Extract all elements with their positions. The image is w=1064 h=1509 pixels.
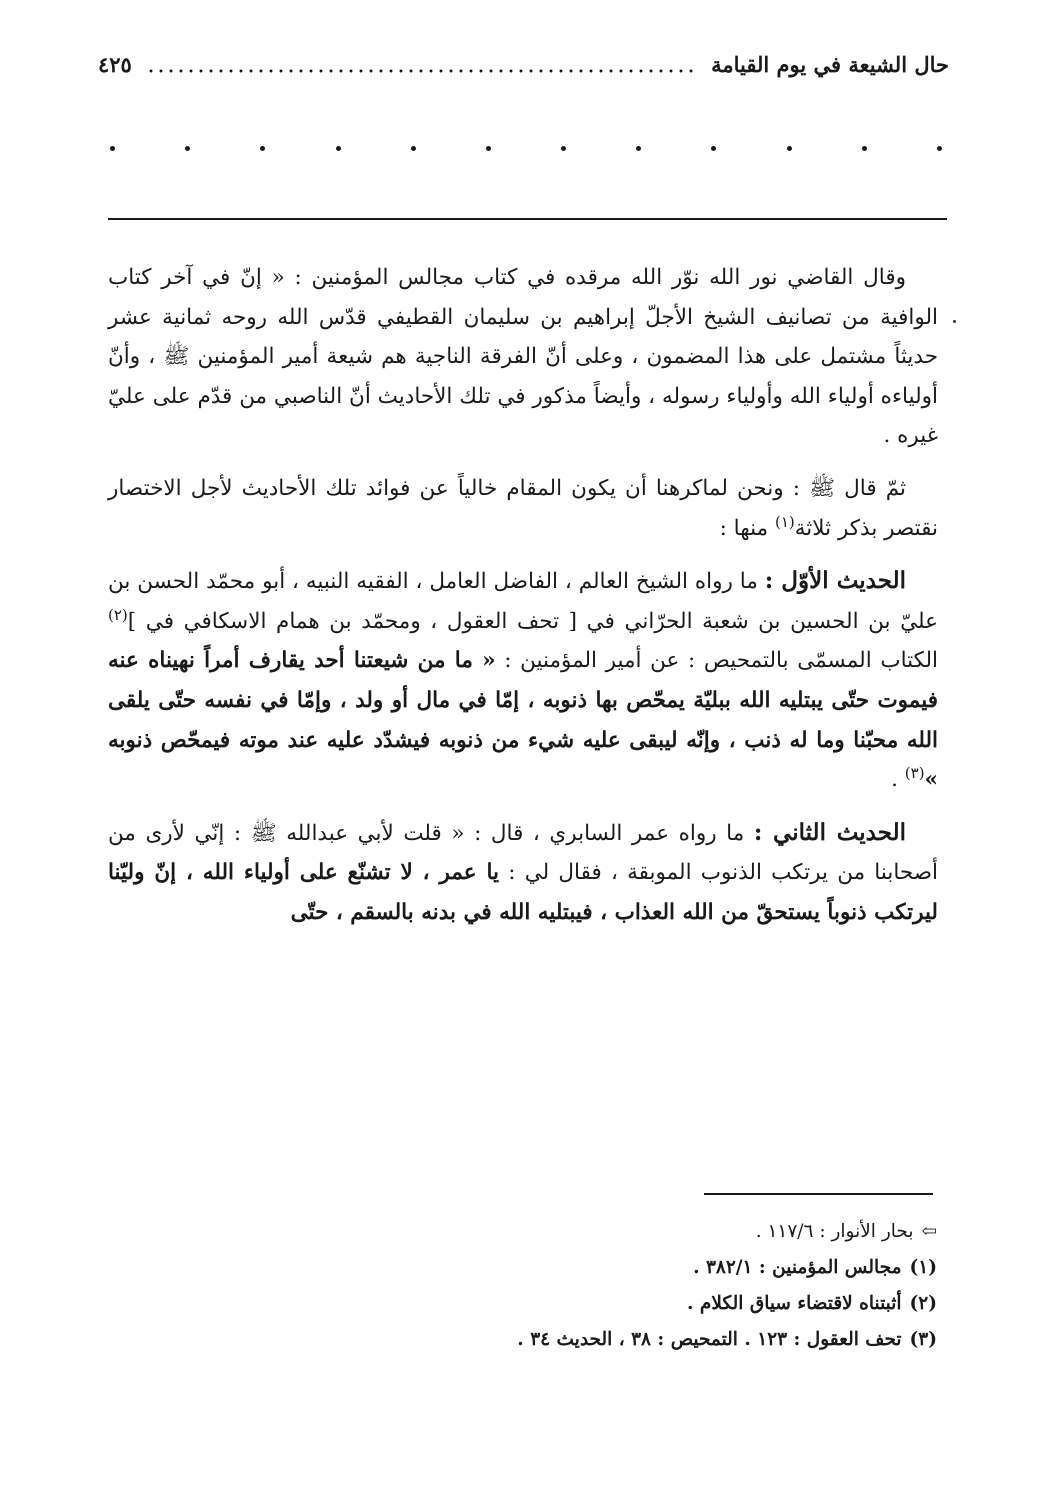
hadith-second-chain: ما رواه عمر السابري ، قال : « قلت لأبي عبدالله ﷺ : إنّي لأرى من أصحابنا من يرتكب الذنوب الموبقة ، فقال لي :: [108, 820, 938, 886]
footnote-3: [237, 1322, 937, 1358]
ornament-dot: [711, 146, 716, 151]
hadith-first: [108, 561, 938, 800]
paragraph-preface: [108, 469, 938, 548]
footnote-text: مجالس المؤمنين : ٣٨٢/١ .: [693, 1257, 902, 1278]
leader-dots: [146, 69, 697, 73]
footnote-number: (٣): [909, 1329, 937, 1350]
paragraph-preface-end: منها :: [719, 515, 775, 541]
main-text: [108, 258, 938, 946]
hadith-second: [108, 813, 938, 933]
ornamental-dot-row: [110, 146, 942, 151]
margin-mark: [953, 320, 956, 323]
ornament-dot: [260, 146, 265, 151]
footnote-text: تحف العقول : ١٢٣ . التمحيص : ٣٨ ، الحديث ٣٤ .: [517, 1329, 902, 1350]
footnote-1: [237, 1250, 937, 1286]
ornament-dot: [185, 146, 190, 151]
footnote-text: أثبتناه لاقتضاء سياق الكلام .: [687, 1293, 902, 1314]
paragraph-intro: [108, 258, 938, 456]
footnote-continuation: [237, 1214, 937, 1250]
hadith-first-quote: « ما من شيعتنا أحد يقارف أمراً نهيناه عنه فيموت حتّى يبتليه الله ببليّة يمحّص بها ذنوبه ، إمّا في مال أو ولد ، وإمّا في نفسه حتّى يلقى الله محبّنا وما له ذنب ، وإنّه ليبقى عليه شيء من ذنوبه فيشدّد عليه عند موته فيمحّص ذنوبه »: [108, 648, 938, 793]
footnote-2: [237, 1286, 937, 1322]
hadith-second-quote: يا عمر ، لا تشنّع على أولياء الله ، إنّ وليّنا ليرتكب ذنوباً يستحقّ من الله العذاب ، فيبتليه الله في بدنه بالسقم ، حتّى: [108, 860, 938, 925]
hadith-first-chain: ما رواه الشيخ العالم ، الفاضل العامل ، الفقيه النبيه ، أبو محمّد الحسن بن عليّ بن الحسين بن شعبة الحرّاني في [ تحف العقول ، ومحمّد بن همام الاسكافي في ]: [108, 569, 938, 634]
running-header-title: حال الشيعة في يوم القيامة: [711, 51, 949, 77]
footnote-number: (٢): [909, 1293, 937, 1314]
paragraph-intro-text: وقال القاضي نور الله نوّر الله مرقده في كتاب مجالس المؤمنين : « إنّ في آخر كتاب الوافية من تصانيف الشيخ الأجلّ إبراهيم بن سليمان القطيفي قدّس الله روحه ثمانية عشر حديثاً مشتمل على هذا المضمون ، وعلى أنّ الفرقة الناجية هم شيعة أمير المؤمنين ﷺ ، وأنّ أولياءه أولياء الله وأولياء رسوله ، وأيضاً مذكور في تلك الأحاديث أنّ الناصبي من قدّم على عليّ غيره .: [108, 265, 938, 449]
paragraph-preface-text: ثمّ قال ﷺ : ونحن لماكرهنا أن يكون المقام خالياً عن فوائد تلك الأحاديث لأجل الاختصار نقتصر بذكر ثلاثة: [108, 475, 938, 541]
header-rule: [108, 218, 947, 220]
footnote-text: بحار الأنوار : ١١٧/٦ .: [755, 1221, 914, 1242]
ornament-dot: [486, 146, 491, 151]
hadith-first-source: الكتاب المسمّى بالتمحيص : عن أمير المؤمنين :: [495, 648, 939, 674]
ornament-dot: [636, 146, 641, 151]
hadith-first-end: .: [891, 767, 905, 793]
ornament-dot: [862, 146, 867, 151]
footnote-rule: [704, 1193, 933, 1195]
ornament-dot: [937, 146, 942, 151]
ornament-dot: [787, 146, 792, 151]
hadith-first-title: الحديث الأوّل :: [764, 567, 906, 595]
ornament-dot: [561, 146, 566, 151]
page-number: ٤٢٥: [98, 51, 132, 77]
footnote-number: (١): [909, 1257, 937, 1278]
ornament-dot: [336, 146, 341, 151]
footnote-ref-1: (١): [775, 512, 795, 531]
footnotes: [237, 1214, 937, 1358]
running-header: [98, 44, 949, 84]
footnote-ref-3: (٣): [904, 763, 925, 782]
footnote-arrow-icon: ⇦: [921, 1221, 937, 1242]
footnote-ref-2: (٢): [108, 605, 128, 624]
ornament-dot: [110, 146, 115, 151]
ornament-dot: [411, 146, 416, 151]
hadith-second-title: الحديث الثاني :: [753, 818, 906, 846]
